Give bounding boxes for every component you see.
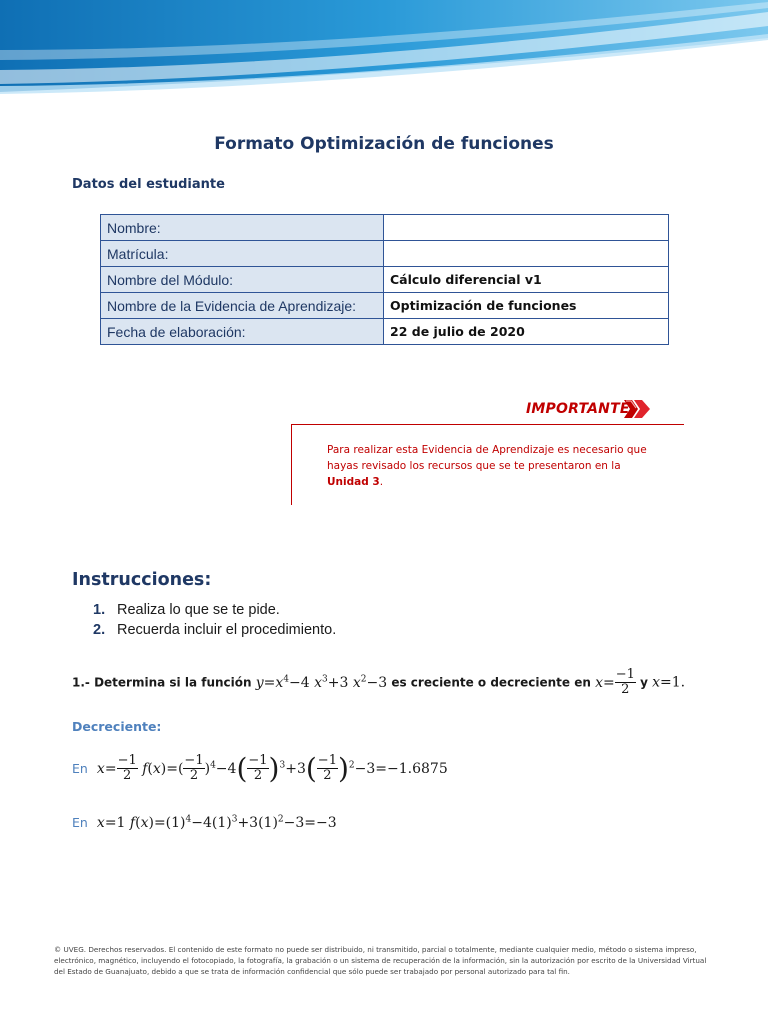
field-label: Nombre de la Evidencia de Aprendizaje: xyxy=(101,293,384,319)
field-label: Nombre: xyxy=(101,215,384,241)
important-end: . xyxy=(379,476,384,488)
table-row xyxy=(101,267,669,293)
field-label: Fecha de elaboración: xyxy=(101,319,384,345)
important-body: Para realizar esta Evidencia de Aprendizaje es necesario que hayas revisado los recursos que se te presentaron en la xyxy=(327,444,647,472)
important-text xyxy=(327,442,647,490)
field-value[interactable] xyxy=(384,215,669,241)
header-banner xyxy=(0,0,768,96)
list-item xyxy=(72,600,336,620)
copyright-footer: © UVEG. Derechos reservados. El contenido de este formato no puede ser distribuido, ni transmitido, parcial o totalmente, mediante cualquier medio, método o sistema impreso, electrónico, magnético, incluyendo el fotocopiado, la fotografía, la grabación o un sistema de recuperación de la información, sin la autorización por escrito de la Universidad Virtual del Estado de Guanajuato, debido a que se trata de información confidencial que sólo puede ser trabajado por personal autorizado para tal fin. xyxy=(54,945,707,976)
problem-middle: es creciente o decreciente en xyxy=(391,675,591,690)
result-2: =−3 xyxy=(304,815,337,831)
important-unit: Unidad 3 xyxy=(327,476,380,488)
field-value[interactable] xyxy=(384,241,669,267)
table-row xyxy=(101,319,669,345)
field-label: Matrícula: xyxy=(101,241,384,267)
table-row xyxy=(101,241,669,267)
instructions-heading: Instrucciones: xyxy=(72,570,212,590)
point-a-formula: x= $\frac{-1}{2}$ xyxy=(595,667,635,697)
student-section-heading: Datos del estudiante xyxy=(72,177,225,192)
document-title: Formato Optimización de funciones xyxy=(214,134,554,154)
problem-and: y xyxy=(640,675,648,690)
item-number: 1. xyxy=(93,602,106,618)
field-value[interactable]: 22 de julio de 2020 xyxy=(384,319,669,345)
item-number: 2. xyxy=(93,622,106,638)
item-text: Realiza lo que se te pide. xyxy=(117,602,280,618)
list-item xyxy=(72,620,336,640)
en-label: En xyxy=(72,760,88,776)
point-b-formula: x=1. xyxy=(652,674,686,691)
item-text: Recuerda incluir el procedimiento. xyxy=(117,622,337,638)
evaluation-line-2 xyxy=(72,812,337,831)
problem-statement xyxy=(72,668,685,697)
student-info-table xyxy=(100,214,669,345)
field-value[interactable]: Cálculo diferencial v1 xyxy=(384,267,669,293)
en-label: En xyxy=(72,815,88,830)
double-chevron-icon xyxy=(622,397,652,421)
field-label: Nombre del Módulo: xyxy=(101,267,384,293)
evaluation-formula-1: x= $\frac{-1}{2}$ f(x)=( $\frac{-1}{2}$ )$^4$−4( $\frac{-1}{2}$ )$^3$+3( $\frac{-1}{2}$ )$^2$−3=−1.6875 xyxy=(96,751,448,785)
evaluation-line-1 xyxy=(72,751,448,785)
important-title: IMPORTANTE xyxy=(526,401,630,417)
evaluation-formula-2: x=1 $f(x)=(1)^4-4(1)^3+3(1)^2-3=-3$ xyxy=(96,814,337,831)
table-row xyxy=(101,215,669,241)
instructions-list xyxy=(72,600,336,640)
function-formula: $y=x^4-4$ $x^3+3$ $x^2-3$ xyxy=(255,673,388,691)
field-value[interactable]: Optimización de funciones xyxy=(384,293,669,319)
table-row xyxy=(101,293,669,319)
decreasing-label: Decreciente: xyxy=(72,719,162,734)
problem-prefix: 1.- Determina si la función xyxy=(72,675,252,690)
result-1: =−1.6875 xyxy=(375,760,448,777)
